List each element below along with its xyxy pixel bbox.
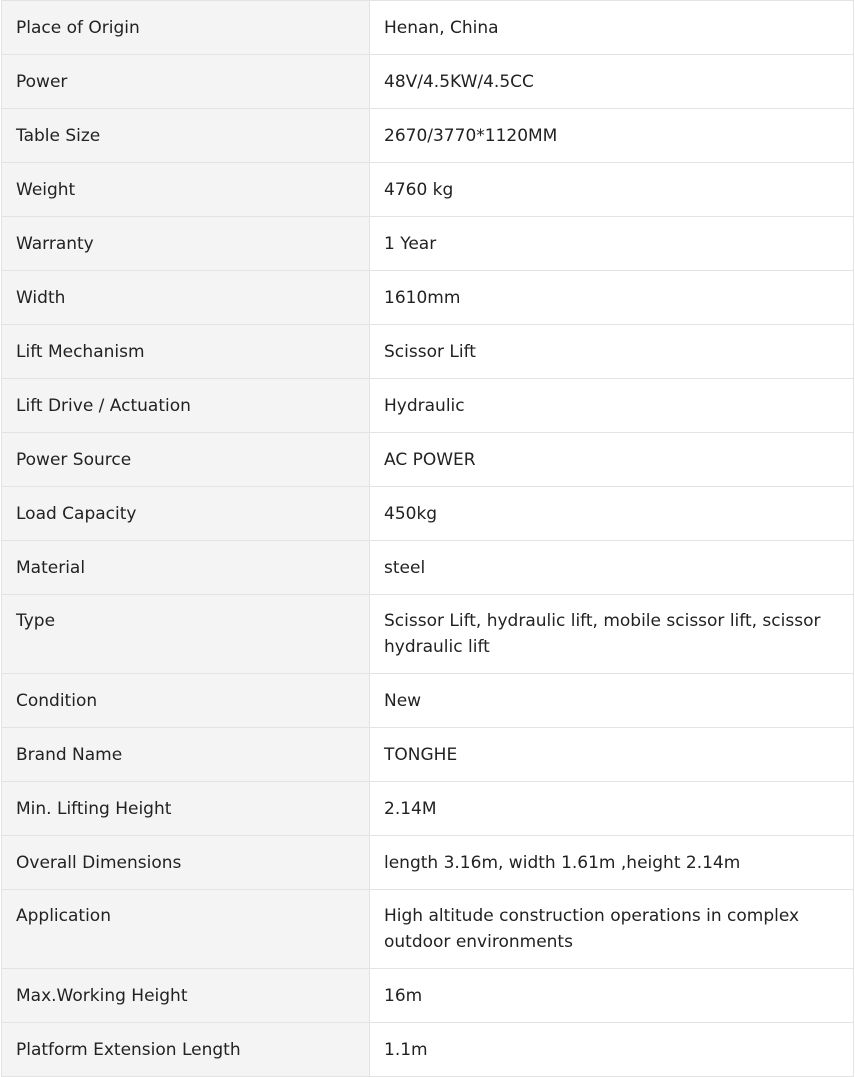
table-row [2, 728, 854, 782]
spec-value: 450kg [370, 487, 854, 541]
spec-label: Material [2, 541, 370, 595]
spec-value: New [370, 674, 854, 728]
spec-label: Warranty [2, 217, 370, 271]
table-row [2, 1, 854, 55]
spec-value: AC POWER [370, 433, 854, 487]
table-row [2, 969, 854, 1023]
spec-value: High altitude construction operations in complex outdoor environments [370, 890, 854, 969]
table-row [2, 674, 854, 728]
spec-value: 1 Year [370, 217, 854, 271]
table-row [2, 271, 854, 325]
table-row [2, 1023, 854, 1077]
table-row [2, 217, 854, 271]
spec-value: Henan, China [370, 1, 854, 55]
table-row [2, 595, 854, 674]
spec-value: Scissor Lift, hydraulic lift, mobile scissor lift, scissor hydraulic lift [370, 595, 854, 674]
spec-label: Min. Lifting Height [2, 782, 370, 836]
spec-label: Lift Mechanism [2, 325, 370, 379]
specifications-table [1, 0, 854, 1077]
spec-label: Application [2, 890, 370, 969]
spec-label: Condition [2, 674, 370, 728]
spec-label: Place of Origin [2, 1, 370, 55]
table-row [2, 163, 854, 217]
spec-label: Width [2, 271, 370, 325]
spec-label: Platform Extension Length [2, 1023, 370, 1077]
table-row [2, 836, 854, 890]
spec-label: Overall Dimensions [2, 836, 370, 890]
spec-label: Brand Name [2, 728, 370, 782]
spec-value: 1610mm [370, 271, 854, 325]
spec-label: Max.Working Height [2, 969, 370, 1023]
table-row [2, 890, 854, 969]
spec-label: Lift Drive / Actuation [2, 379, 370, 433]
spec-label: Power [2, 55, 370, 109]
spec-label: Power Source [2, 433, 370, 487]
table-row [2, 541, 854, 595]
table-row [2, 433, 854, 487]
table-row [2, 325, 854, 379]
spec-label: Type [2, 595, 370, 674]
spec-value: length 3.16m, width 1.61m ,height 2.14m [370, 836, 854, 890]
spec-value: Hydraulic [370, 379, 854, 433]
spec-value: 1.1m [370, 1023, 854, 1077]
spec-label: Table Size [2, 109, 370, 163]
spec-value: TONGHE [370, 728, 854, 782]
table-row [2, 782, 854, 836]
spec-label: Load Capacity [2, 487, 370, 541]
table-row [2, 109, 854, 163]
spec-label: Weight [2, 163, 370, 217]
spec-value: 16m [370, 969, 854, 1023]
table-row [2, 55, 854, 109]
table-row [2, 487, 854, 541]
spec-value: steel [370, 541, 854, 595]
spec-value: 2670/3770*1120MM [370, 109, 854, 163]
spec-value: 48V/4.5KW/4.5CC [370, 55, 854, 109]
spec-value: Scissor Lift [370, 325, 854, 379]
spec-value: 4760 kg [370, 163, 854, 217]
table-row [2, 379, 854, 433]
spec-value: 2.14M [370, 782, 854, 836]
